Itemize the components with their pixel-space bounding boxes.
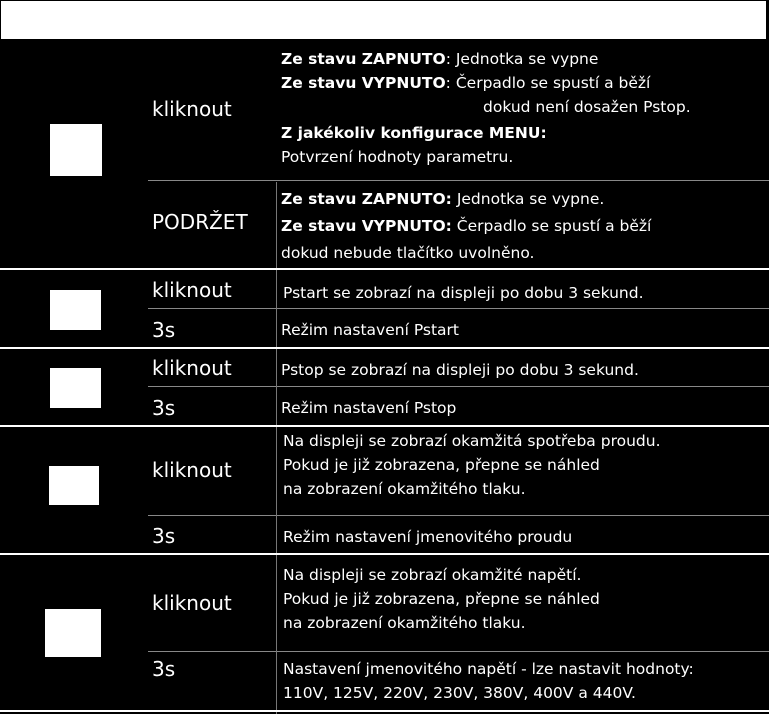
current-line-1: Na displeji se zobrazí okamžitá spotřeba proudu. bbox=[283, 432, 661, 450]
description-pstart-mode: Režim nastavení Pstart bbox=[281, 321, 459, 339]
column-divider bbox=[276, 182, 277, 268]
divider bbox=[148, 651, 769, 652]
table-header-bar bbox=[0, 0, 767, 40]
current-line-2: Pokud je již zobrazena, přepne se náhled bbox=[283, 456, 600, 474]
action-click: kliknout bbox=[152, 356, 232, 380]
description-hold bbox=[281, 186, 651, 267]
group-separator bbox=[0, 553, 769, 555]
column-divider bbox=[276, 270, 277, 347]
menu-config-text: Potvrzení hodnoty parametru. bbox=[281, 148, 514, 166]
group-separator bbox=[0, 425, 769, 427]
state-off-continuation: dokud není dosažen Pstop. bbox=[483, 98, 691, 116]
column-divider bbox=[276, 427, 277, 553]
action-3s: 3s bbox=[152, 396, 176, 420]
action-click: kliknout bbox=[152, 458, 232, 482]
button-icon-4 bbox=[49, 466, 99, 505]
button-icon-5 bbox=[45, 609, 101, 657]
voltage-line-3: na zobrazení okamžitého tlaku. bbox=[283, 614, 526, 632]
hold-state-on-text: Jednotka se vypne. bbox=[451, 190, 605, 208]
state-on-text: Jednotka se vypne bbox=[450, 50, 599, 68]
description-voltage bbox=[283, 563, 600, 635]
column-divider bbox=[276, 349, 277, 425]
description-click-1 bbox=[281, 47, 691, 169]
hold-state-off-text: Čerpadlo se spustí a běží bbox=[451, 217, 652, 235]
description-voltage-mode bbox=[283, 657, 694, 705]
button-icon-3 bbox=[50, 368, 101, 408]
divider bbox=[148, 515, 769, 516]
state-off-label: Ze stavu VYPNUTO bbox=[281, 74, 446, 92]
description-pstop: Pstop se zobrazí na displeji po dobu 3 sekund. bbox=[281, 361, 639, 379]
voltage-mode-line-2: 110V, 125V, 220V, 230V, 380V, 400V a 440V. bbox=[283, 684, 636, 702]
action-3s: 3s bbox=[152, 524, 176, 548]
action-hold: PODRŽET bbox=[152, 210, 248, 234]
description-current-mode: Režim nastavení jmenovitého proudu bbox=[283, 528, 573, 546]
button-icon-1 bbox=[50, 124, 102, 176]
group-separator bbox=[0, 347, 769, 349]
current-line-3: na zobrazení okamžitého tlaku. bbox=[283, 480, 526, 498]
voltage-line-2: Pokud je již zobrazena, přepne se náhled bbox=[283, 590, 600, 608]
description-current bbox=[283, 429, 661, 501]
action-3s: 3s bbox=[152, 657, 176, 681]
state-on-label: Ze stavu ZAPNUTO bbox=[281, 50, 446, 68]
hold-state-on-label: Ze stavu ZAPNUTO: bbox=[281, 190, 452, 208]
hold-continuation: dokud nebude tlačítko uvolněno. bbox=[281, 244, 535, 262]
action-click: kliknout bbox=[152, 278, 232, 302]
divider bbox=[148, 180, 769, 181]
divider bbox=[148, 386, 769, 387]
column-divider bbox=[276, 555, 277, 714]
hold-state-off-label: Ze stavu VYPNUTO: bbox=[281, 217, 452, 235]
state-off-text: Čerpadlo se spustí a běží bbox=[450, 74, 651, 92]
menu-config-label: Z jakékoliv konfigurace MENU: bbox=[281, 124, 547, 142]
button-icon-2 bbox=[50, 290, 101, 330]
voltage-line-1: Na displeji se zobrazí okamžité napětí. bbox=[283, 566, 582, 584]
action-click: kliknout bbox=[152, 591, 232, 615]
table-bottom-border bbox=[0, 710, 769, 712]
separator: : bbox=[445, 74, 451, 92]
action-click: kliknout bbox=[152, 97, 232, 121]
action-3s: 3s bbox=[152, 318, 176, 342]
description-pstart: Pstart se zobrazí na displeji po dobu 3 sekund. bbox=[283, 284, 644, 302]
divider bbox=[148, 308, 769, 309]
description-pstop-mode: Režim nastavení Pstop bbox=[281, 399, 457, 417]
separator: : bbox=[445, 50, 451, 68]
voltage-mode-line-1: Nastavení jmenovitého napětí - lze nastavit hodnoty: bbox=[283, 660, 694, 678]
group-separator bbox=[0, 268, 769, 270]
